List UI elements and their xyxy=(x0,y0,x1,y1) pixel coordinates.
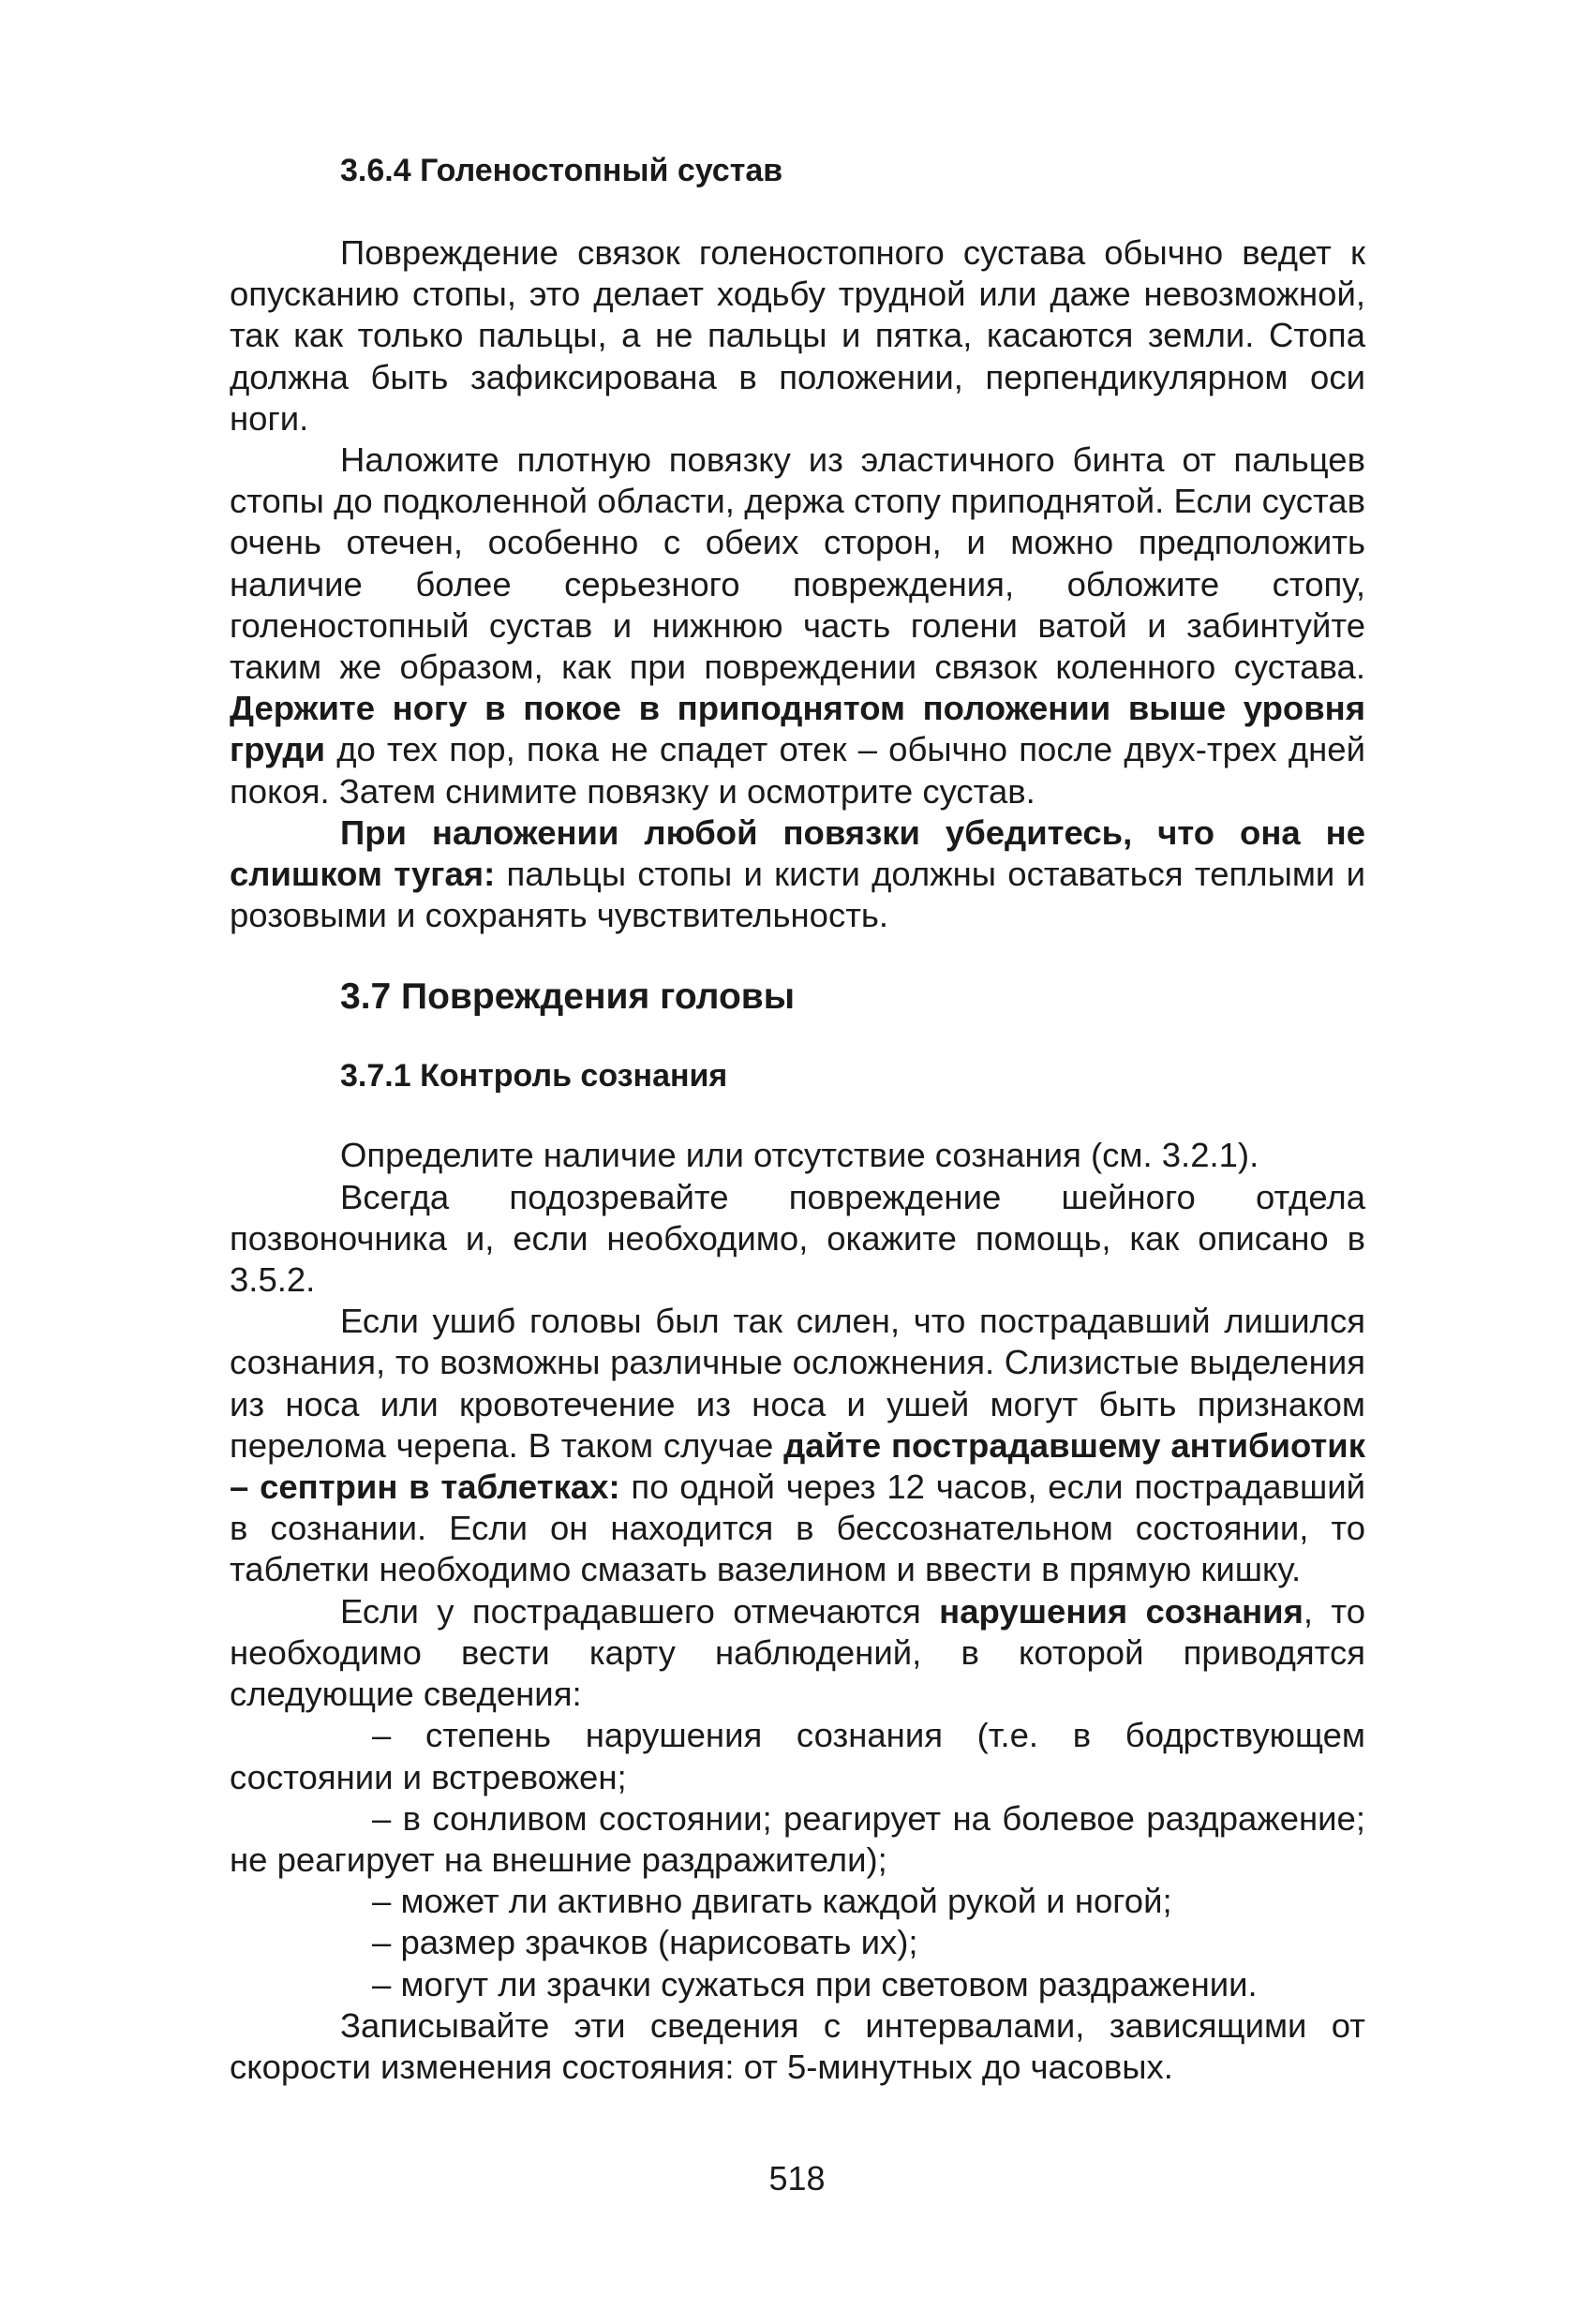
paragraph: Записывайте эти сведения с интервалами, зависящими от скорости изменения состояния: от 5-минутных до часовых. xyxy=(230,2005,1365,2086)
paragraph: Повреждение связок голеностопного сустава обычно ведет к опусканию стопы, это делает ходьбу трудной или даже невозможной, так как только пальцы, а не пальцы и пятка, касаются земли. Стопа должна быть зафиксирована в положении, перпендикулярном оси ноги. xyxy=(230,233,1365,438)
list-item: – может ли активно двигать каждой рукой и ногой; xyxy=(372,1882,1172,1921)
list-item: – могут ли зрачки сужаться при световом раздражении. xyxy=(372,1964,1258,2004)
bold-text: дайте пострадавшему антибиотик – септрин в таблетках: xyxy=(230,1425,1365,1507)
heading-3-6-4: 3.6.4 Голеностопный сустав xyxy=(340,153,783,188)
paragraph: Наложите плотную повязку из эластичного бинта от пальцев стопы до подколенной области, держа стопу приподнятой. Если сустав очень отечен, особенно с обеих сторон, и можно предположить наличие более серьезного повреждения, обложите стопу, голеностопный сустав и нижнюю часть голени ватой и забинтуйте таким же образом, как при повреждении связок коленного сустава. Держите ногу в покое в приподнятом положении выше уровня груди до тех пор, пока не спадет отек – обычно после двух-трех дней покоя. Затем снимите повязку и осмотрите сустав. xyxy=(230,440,1365,811)
bold-text: нарушения сознания xyxy=(939,1591,1304,1631)
list-item: – размер зрачков (нарисовать их); xyxy=(372,1923,918,1962)
heading-3-7-1: 3.7.1 Контроль сознания xyxy=(340,1058,728,1095)
page-number: 518 xyxy=(768,2159,826,2197)
paragraph: Всегда подозревайте повреждение шейного отдела позвоночника и, если необходимо, окажите помощь, как описано в 3.5.2. xyxy=(230,1177,1365,1300)
bold-text: Держите ногу в покое в приподнятом положении выше уровня груди xyxy=(230,689,1365,769)
paragraph: При наложении любой повязки убедитесь, что она не слишком тугая: пальцы стопы и кисти должны оставаться теплыми и розовыми и сохранять чувствительность. xyxy=(230,812,1365,935)
page-body xyxy=(230,150,1365,2088)
bold-text: При наложении любой повязки убедитесь, что она не слишком тугая: xyxy=(230,812,1365,894)
list-item: – в сонливом состоянии; реагирует на болевое раздражение; не реагирует на внешние раздражители); xyxy=(230,1798,1365,1879)
paragraph: Если ушиб головы был так силен, что пострадавший лишился сознания, то возможны различные осложнения. Слизистые выделения из носа или кровотечение из носа и ушей могут быть признаком перелома черепа. В таком случае дайте пострадавшему антибиотик – септрин в таблетках: по одной через 12 часов, если пострадавший в сознании. Если он находится в бессознательном состоянии, то таблетки необходимо смазать вазелином и ввести в прямую кишку. xyxy=(230,1302,1366,1589)
heading-3-7: 3.7 Повреждения головы xyxy=(340,976,796,1018)
paragraph: Определите наличие или отсутствие сознания (см. 3.2.1). xyxy=(340,1136,1259,1175)
paragraph: Если у пострадавшего отмечаются нарушения сознания, то необходимо вести карту наблюдений, в которой приводятся следующие сведения: xyxy=(230,1591,1365,1714)
list-item: – степень нарушения сознания (т.е. в бодрствующем состоянии и встревожен; xyxy=(230,1716,1365,1796)
